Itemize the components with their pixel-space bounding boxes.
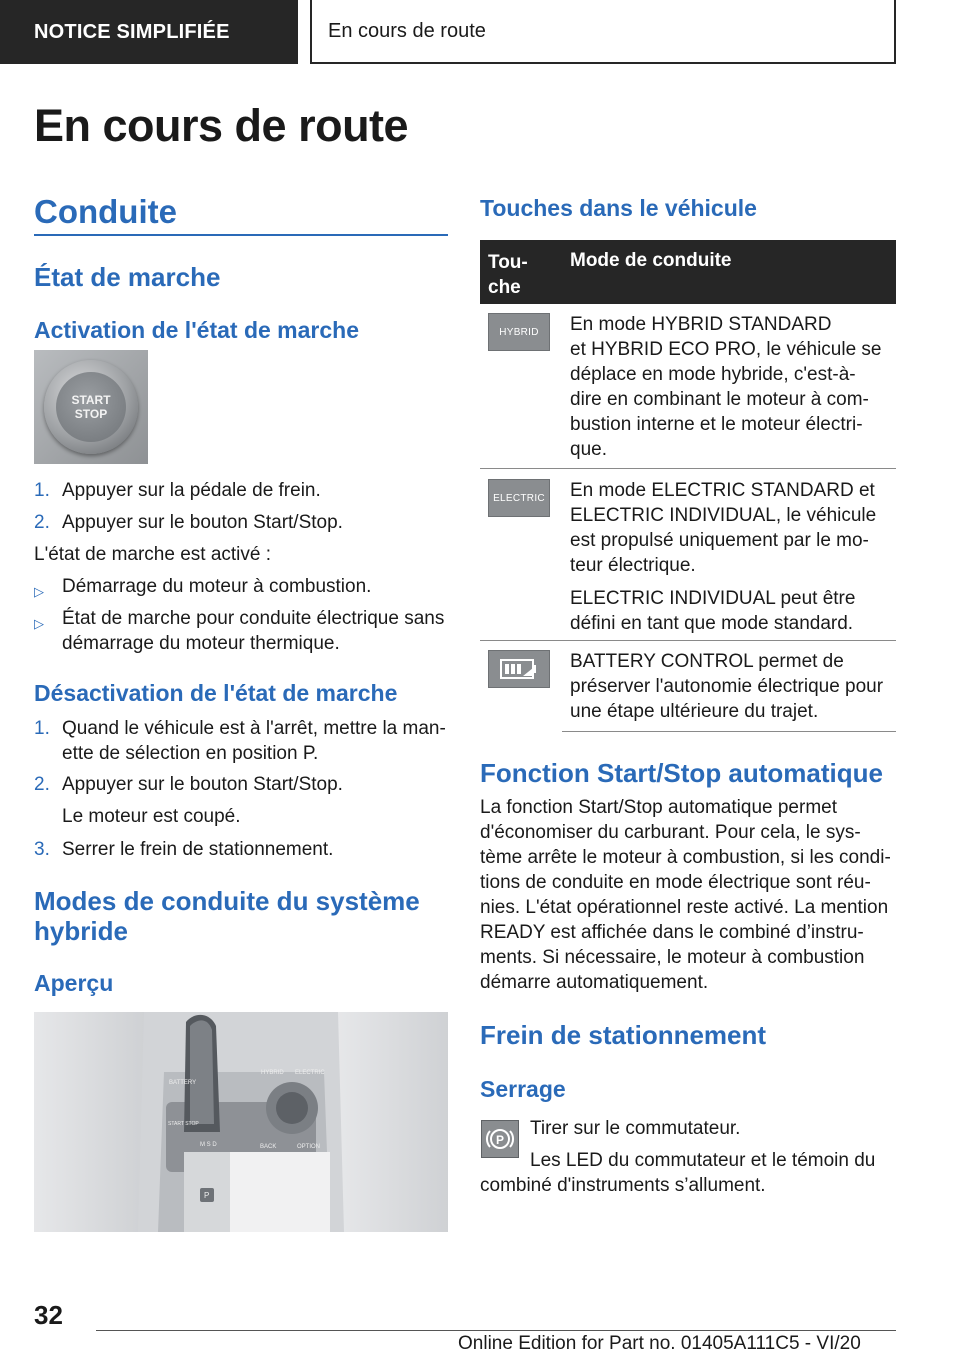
step-text: Quand le véhicule est à l'arrêt, mettre la man- (62, 718, 446, 739)
triangle-bullet-icon: ▷ (34, 584, 44, 599)
para-line: La fonction Start/Stop automatique permet (480, 797, 837, 818)
footer-rule (96, 1330, 896, 1331)
cell-line: une étape ultérieure du trajet. (570, 701, 819, 722)
heading-modes-hybride (34, 886, 420, 946)
table-cell (570, 312, 890, 462)
step-text: Serrer le frein de stationnement. (62, 839, 334, 860)
step-number: 3. (34, 839, 50, 860)
heading-line: Modes de conduite du système (34, 886, 420, 916)
photo-label: P (204, 1191, 210, 1200)
cell-line: et HYBRID ECO PRO, le véhicule se (570, 339, 882, 360)
step-result: Le moteur est coupé. (62, 806, 241, 827)
table-divider (480, 468, 896, 469)
serrage-result: Les LED du commutateur et le témoin du (530, 1150, 876, 1171)
step-number: 1. (34, 480, 50, 501)
electric-button-icon: ELECTRIC (488, 479, 550, 517)
photo-label: ELECTRIC (295, 1070, 325, 1076)
photo-label: OPTION (297, 1144, 321, 1150)
start-label: START (71, 393, 111, 407)
photo-label: BATTERY (169, 1080, 197, 1086)
cell-line: déplace en mode hybride, c'est-à- (570, 364, 856, 385)
para-line: READY est affichée dans le combiné d’instru- (480, 922, 864, 943)
center-console-photo (34, 1012, 448, 1232)
heading-activation: Activation de l'état de marche (34, 317, 360, 343)
cell-line: que. (570, 439, 607, 460)
bullet-item (34, 574, 448, 599)
para-line: nies. L'état opérationnel reste activé. La mention (480, 897, 889, 918)
list-item (34, 510, 448, 535)
list-item (34, 716, 448, 766)
photo-label: BACK (260, 1144, 277, 1150)
cell-line: défini en tant que mode standard. (570, 613, 854, 634)
list-item (34, 478, 448, 503)
heading-touches: Touches dans le véhicule (480, 195, 757, 221)
heading-frein: Frein de stationnement (480, 1020, 767, 1050)
photo-label: M S D (200, 1142, 217, 1148)
para-line: tions de conduite en mode électrique sont réu- (480, 872, 871, 893)
fonction-paragraph (480, 795, 896, 995)
table-divider (562, 731, 896, 732)
cell-line: ELECTRIC INDIVIDUAL peut être (570, 588, 856, 609)
table-cell (570, 478, 890, 636)
serrage-result-cont: combiné d'instruments s’allument. (480, 1175, 766, 1196)
para-line: ments. Si nécessaire, le moteur à combustion (480, 947, 865, 968)
step-text: Appuyer sur le bouton Start/Stop. (62, 774, 343, 795)
para-line: démarre automatiquement. (480, 972, 709, 993)
list-item (34, 837, 448, 862)
cell-line: teur électrique. (570, 555, 696, 576)
heading-fonction-start-stop: Fonction Start/Stop automatique (480, 758, 883, 788)
svg-text:P: P (496, 1133, 505, 1147)
page-title: En cours de route (34, 100, 409, 151)
etat-active-text: L'état de marche est activé : (34, 544, 272, 565)
step-text: Appuyer sur le bouton Start/Stop. (62, 512, 343, 533)
heading-line: hybride (34, 916, 128, 946)
step-number: 2. (34, 512, 50, 533)
table-cell (570, 649, 890, 724)
photo-label: HYBRID (261, 1070, 284, 1076)
step-number: 1. (34, 718, 50, 739)
hybrid-button-icon: HYBRID (488, 313, 550, 351)
battery-control-icon (488, 650, 550, 688)
photo-label: START STOP (168, 1121, 199, 1127)
bullet-item (34, 606, 448, 631)
footer-edition: Online Edition for Part no. 01405A111C5 - VI/20 (458, 1333, 861, 1354)
heading-conduite: Conduite (34, 193, 177, 230)
col-header-line: Tou- (488, 252, 528, 273)
cell-line: ELECTRIC INDIVIDUAL, le véhicule (570, 505, 877, 526)
stop-label: STOP (74, 407, 108, 421)
step-text: ette de sélection en position P. (62, 743, 319, 764)
cell-line: préserver l'autonomie électrique pour (570, 676, 884, 697)
heading-desactivation: Désactivation de l'état de marche (34, 680, 398, 706)
para-line: d'économiser du carburant. Pour cela, le sys- (480, 822, 861, 843)
bullet-text: Démarrage du moteur à combustion. (62, 576, 372, 597)
cell-line: En mode ELECTRIC STANDARD et (570, 480, 875, 501)
header-section: NOTICE SIMPLIFIÉE (0, 0, 298, 64)
cell-line: bustion interne et le moteur électri- (570, 414, 863, 435)
page-number: 32 (34, 1300, 63, 1330)
col-header-mode: Mode de conduite (570, 250, 732, 271)
heading-serrage: Serrage (480, 1076, 566, 1102)
heading-rule (34, 234, 448, 236)
col-header-line: che (488, 277, 521, 298)
parking-brake-icon (481, 1120, 519, 1158)
cell-line: dire en combinant le moteur à com- (570, 389, 869, 410)
step-text: Appuyer sur la pédale de frein. (62, 480, 321, 501)
bullet-text-cont: démarrage du moteur thermique. (62, 633, 340, 654)
table-divider (480, 640, 896, 641)
heading-etat-de-marche: État de marche (34, 262, 221, 292)
heading-apercu: Aperçu (34, 970, 114, 996)
serrage-step: Tirer sur le commutateur. (530, 1118, 741, 1139)
cell-line: est propulsé uniquement par le mo- (570, 530, 869, 551)
cell-line: BATTERY CONTROL permet de (570, 651, 844, 672)
list-item (34, 772, 448, 828)
para-line: tème arrête le moteur à combustion, si les condi- (480, 847, 891, 868)
header-chapter: En cours de route (310, 0, 896, 64)
triangle-bullet-icon: ▷ (34, 616, 44, 631)
col-header-touche (488, 250, 528, 300)
step-number: 2. (34, 774, 50, 795)
cell-line: En mode HYBRID STANDARD (570, 314, 832, 335)
bullet-text: État de marche pour conduite électrique sans (62, 608, 445, 629)
table-header (480, 240, 896, 304)
center-console-drawing (34, 1012, 448, 1232)
start-stop-button-image (34, 350, 148, 464)
